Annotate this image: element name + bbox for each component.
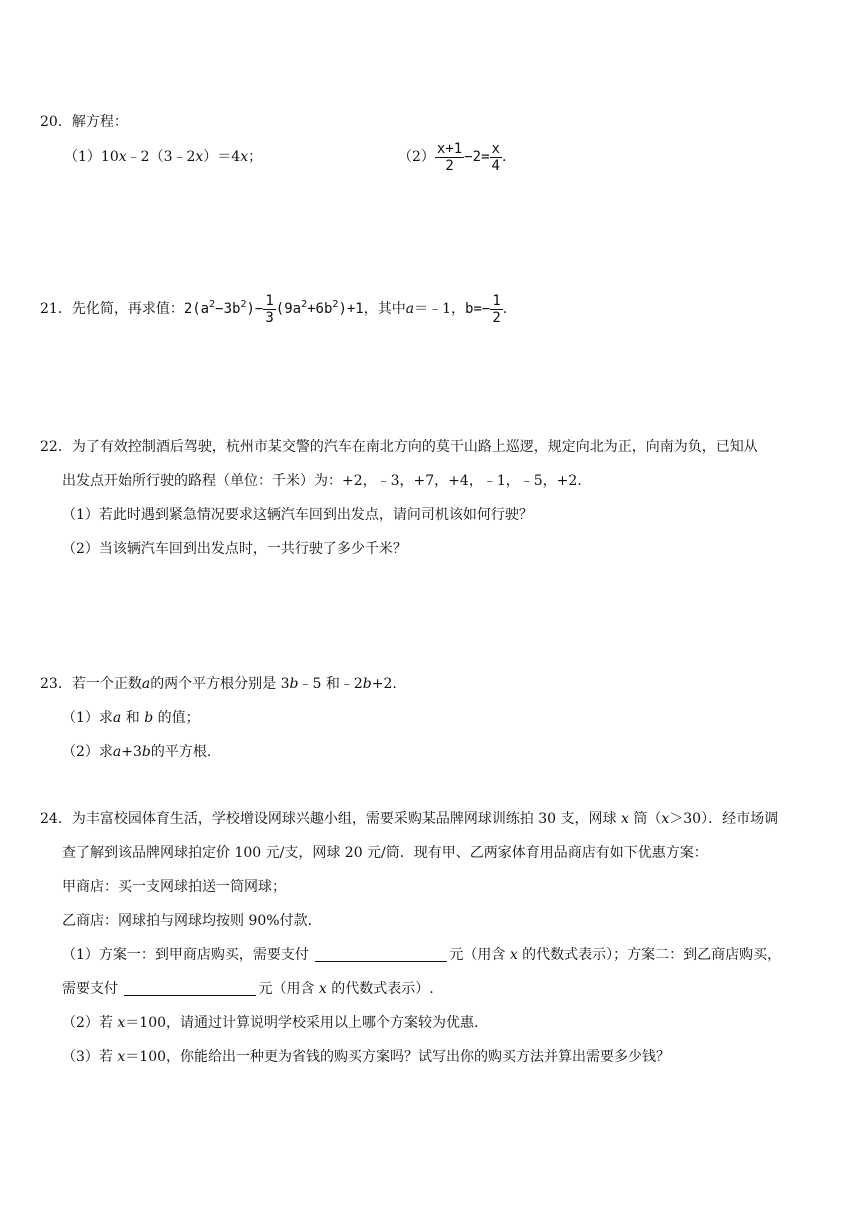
text: 元（用含 xyxy=(449,947,506,963)
q20-part1 xyxy=(64,147,262,167)
var-x: x xyxy=(117,1015,126,1031)
q23-sub1 xyxy=(62,708,200,728)
q20-part1-text: 10 xyxy=(100,149,119,165)
q24-sub2 xyxy=(62,1013,488,1033)
q24-line4: 乙商店：网球拍与网球均按则 90%付款． xyxy=(62,913,322,929)
q24-sub1-cont xyxy=(62,979,434,999)
exponent: 2 xyxy=(209,299,216,310)
var-b: b xyxy=(362,676,372,692)
text: ＝100，请通过计算说明学校采用以上哪个方案较为优惠． xyxy=(125,1015,489,1031)
q21 xyxy=(40,292,507,326)
q20-part2-label: （2） xyxy=(398,149,435,165)
text: （1）方案一：到甲商店购买，需要支付 xyxy=(62,947,309,963)
text: ＞30）．经市场调 xyxy=(669,811,779,827)
var-x: x xyxy=(620,811,629,827)
text: （2）求 xyxy=(62,744,113,760)
fraction-denominator: 3 xyxy=(265,309,274,326)
q20-var-x: x xyxy=(118,149,127,165)
q20-fraction-2 xyxy=(490,141,502,174)
expr-part: )+1 xyxy=(338,301,364,317)
var-a: a xyxy=(141,676,151,692)
text: 的两个平方根分别是 3 xyxy=(150,676,290,692)
q20-part1-label: （1） xyxy=(64,149,101,165)
text: 需要支付 xyxy=(62,981,118,997)
q21-expression xyxy=(183,292,364,326)
fraction-numerator: x+1 xyxy=(436,140,463,157)
expr-part: (9a xyxy=(275,301,302,317)
q21-condition: ，其中 xyxy=(363,301,406,317)
var-x: x xyxy=(661,811,670,827)
text: 元（用含 xyxy=(258,981,315,997)
q21-b-value xyxy=(465,292,503,326)
exponent: 2 xyxy=(301,299,308,310)
fraction-numerator: 1 xyxy=(265,292,274,309)
q21-var-a: a xyxy=(405,301,415,317)
q21-end: . xyxy=(502,301,508,317)
text: 24．为丰富校园体育生活，学校增设网球兴趣小组，需要采购某品牌网球训练拍 30 支，网球 xyxy=(40,811,617,827)
text: 的代数式表示）；方案二：到乙商店购买， xyxy=(522,947,782,963)
var-x: x xyxy=(318,981,327,997)
q20-part2 xyxy=(398,140,506,174)
var-b: b xyxy=(144,710,154,726)
var-a: a xyxy=(112,710,122,726)
exponent: 2 xyxy=(332,299,339,310)
fraction-denominator: 2 xyxy=(445,157,454,174)
q20-var-x: x xyxy=(240,149,249,165)
fraction-denominator: 2 xyxy=(492,309,501,326)
text: 23．若一个正数 xyxy=(40,676,142,692)
q22-sub2: （2）当该辆汽车回到出发点时，一共行驶了多少千米？ xyxy=(62,541,407,557)
text: ＝100，你能给出一种更为省钱的购买方案吗？试写出你的购买方法并算出需要多少钱？ xyxy=(125,1049,671,1065)
q24-line2: 查了解到该品牌网球拍定价 100 元/支，网球 20 元/筒．现有甲、乙两家体育用品商店有如下优惠方案： xyxy=(62,845,708,861)
fraction-numerator: x xyxy=(491,140,500,157)
answer-blank[interactable] xyxy=(315,947,447,962)
q23-sub2 xyxy=(62,742,211,762)
text: +3 xyxy=(121,744,142,760)
var-a: a xyxy=(112,744,122,760)
expr-part: b=− xyxy=(465,301,491,317)
q22-line1: 22．为了有效控制酒后驾驶，杭州市某交警的汽车在南北方向的莫干山路上巡逻，规定向北为正，向南为负，已知从 xyxy=(40,439,758,455)
text: 和 xyxy=(125,710,140,726)
q24-line1 xyxy=(40,809,778,829)
q22-sub1: （1）若此时遇到紧急情况要求这辆汽车回到出发点，请问司机该如何行驶？ xyxy=(62,507,533,523)
q24-sub3 xyxy=(62,1047,670,1067)
text: （3）若 xyxy=(62,1049,113,1065)
q20-part2-text: −2= xyxy=(464,149,490,165)
text: 的值； xyxy=(157,710,200,726)
q21-prefix: 21．先化简，再求值： xyxy=(40,301,184,317)
expr-part: −3b xyxy=(215,301,241,317)
q24-sub1 xyxy=(62,945,781,965)
text: 筒（ xyxy=(633,811,662,827)
text: +2. xyxy=(371,676,397,692)
answer-blank[interactable] xyxy=(124,981,256,996)
q20-part2-text: . xyxy=(501,149,507,165)
text: 的代数式表示）. xyxy=(331,981,434,997)
q24-line3: 甲商店：买一支网球拍送一筒网球； xyxy=(62,879,286,895)
q21-fraction xyxy=(263,293,275,326)
q20-part1-text: ﹣2（3﹣2 xyxy=(126,149,196,165)
text: 的平方根. xyxy=(150,744,212,760)
q20-fraction-1 xyxy=(435,141,464,174)
q20-part1-text: ）＝4 xyxy=(203,149,241,165)
expr-part: 2(a xyxy=(183,301,210,317)
q23-title xyxy=(40,674,397,694)
text: ﹣5 和﹣2 xyxy=(298,676,363,692)
q20-title: 20．解方程： xyxy=(40,114,128,130)
text: （1）求 xyxy=(62,710,113,726)
q22-line2: 出发点开始所行驶的路程（单位：千米）为：+2，﹣3，+7，+4，﹣1，﹣5，+2. xyxy=(62,473,582,489)
q20-var-x: x xyxy=(195,149,204,165)
q21-condition: ＝﹣1， xyxy=(414,301,466,317)
expr-part: )− xyxy=(246,301,264,317)
fraction-numerator: 1 xyxy=(492,292,501,309)
var-b: b xyxy=(289,676,299,692)
q20-part1-text: ； xyxy=(248,149,263,165)
q21-b-fraction xyxy=(490,293,502,326)
var-b: b xyxy=(141,744,151,760)
var-x: x xyxy=(117,1049,126,1065)
text: （2）若 xyxy=(62,1015,113,1031)
exponent: 2 xyxy=(240,299,247,310)
var-x: x xyxy=(509,947,518,963)
fraction-denominator: 4 xyxy=(491,157,500,174)
expr-part: +6b xyxy=(307,301,333,317)
